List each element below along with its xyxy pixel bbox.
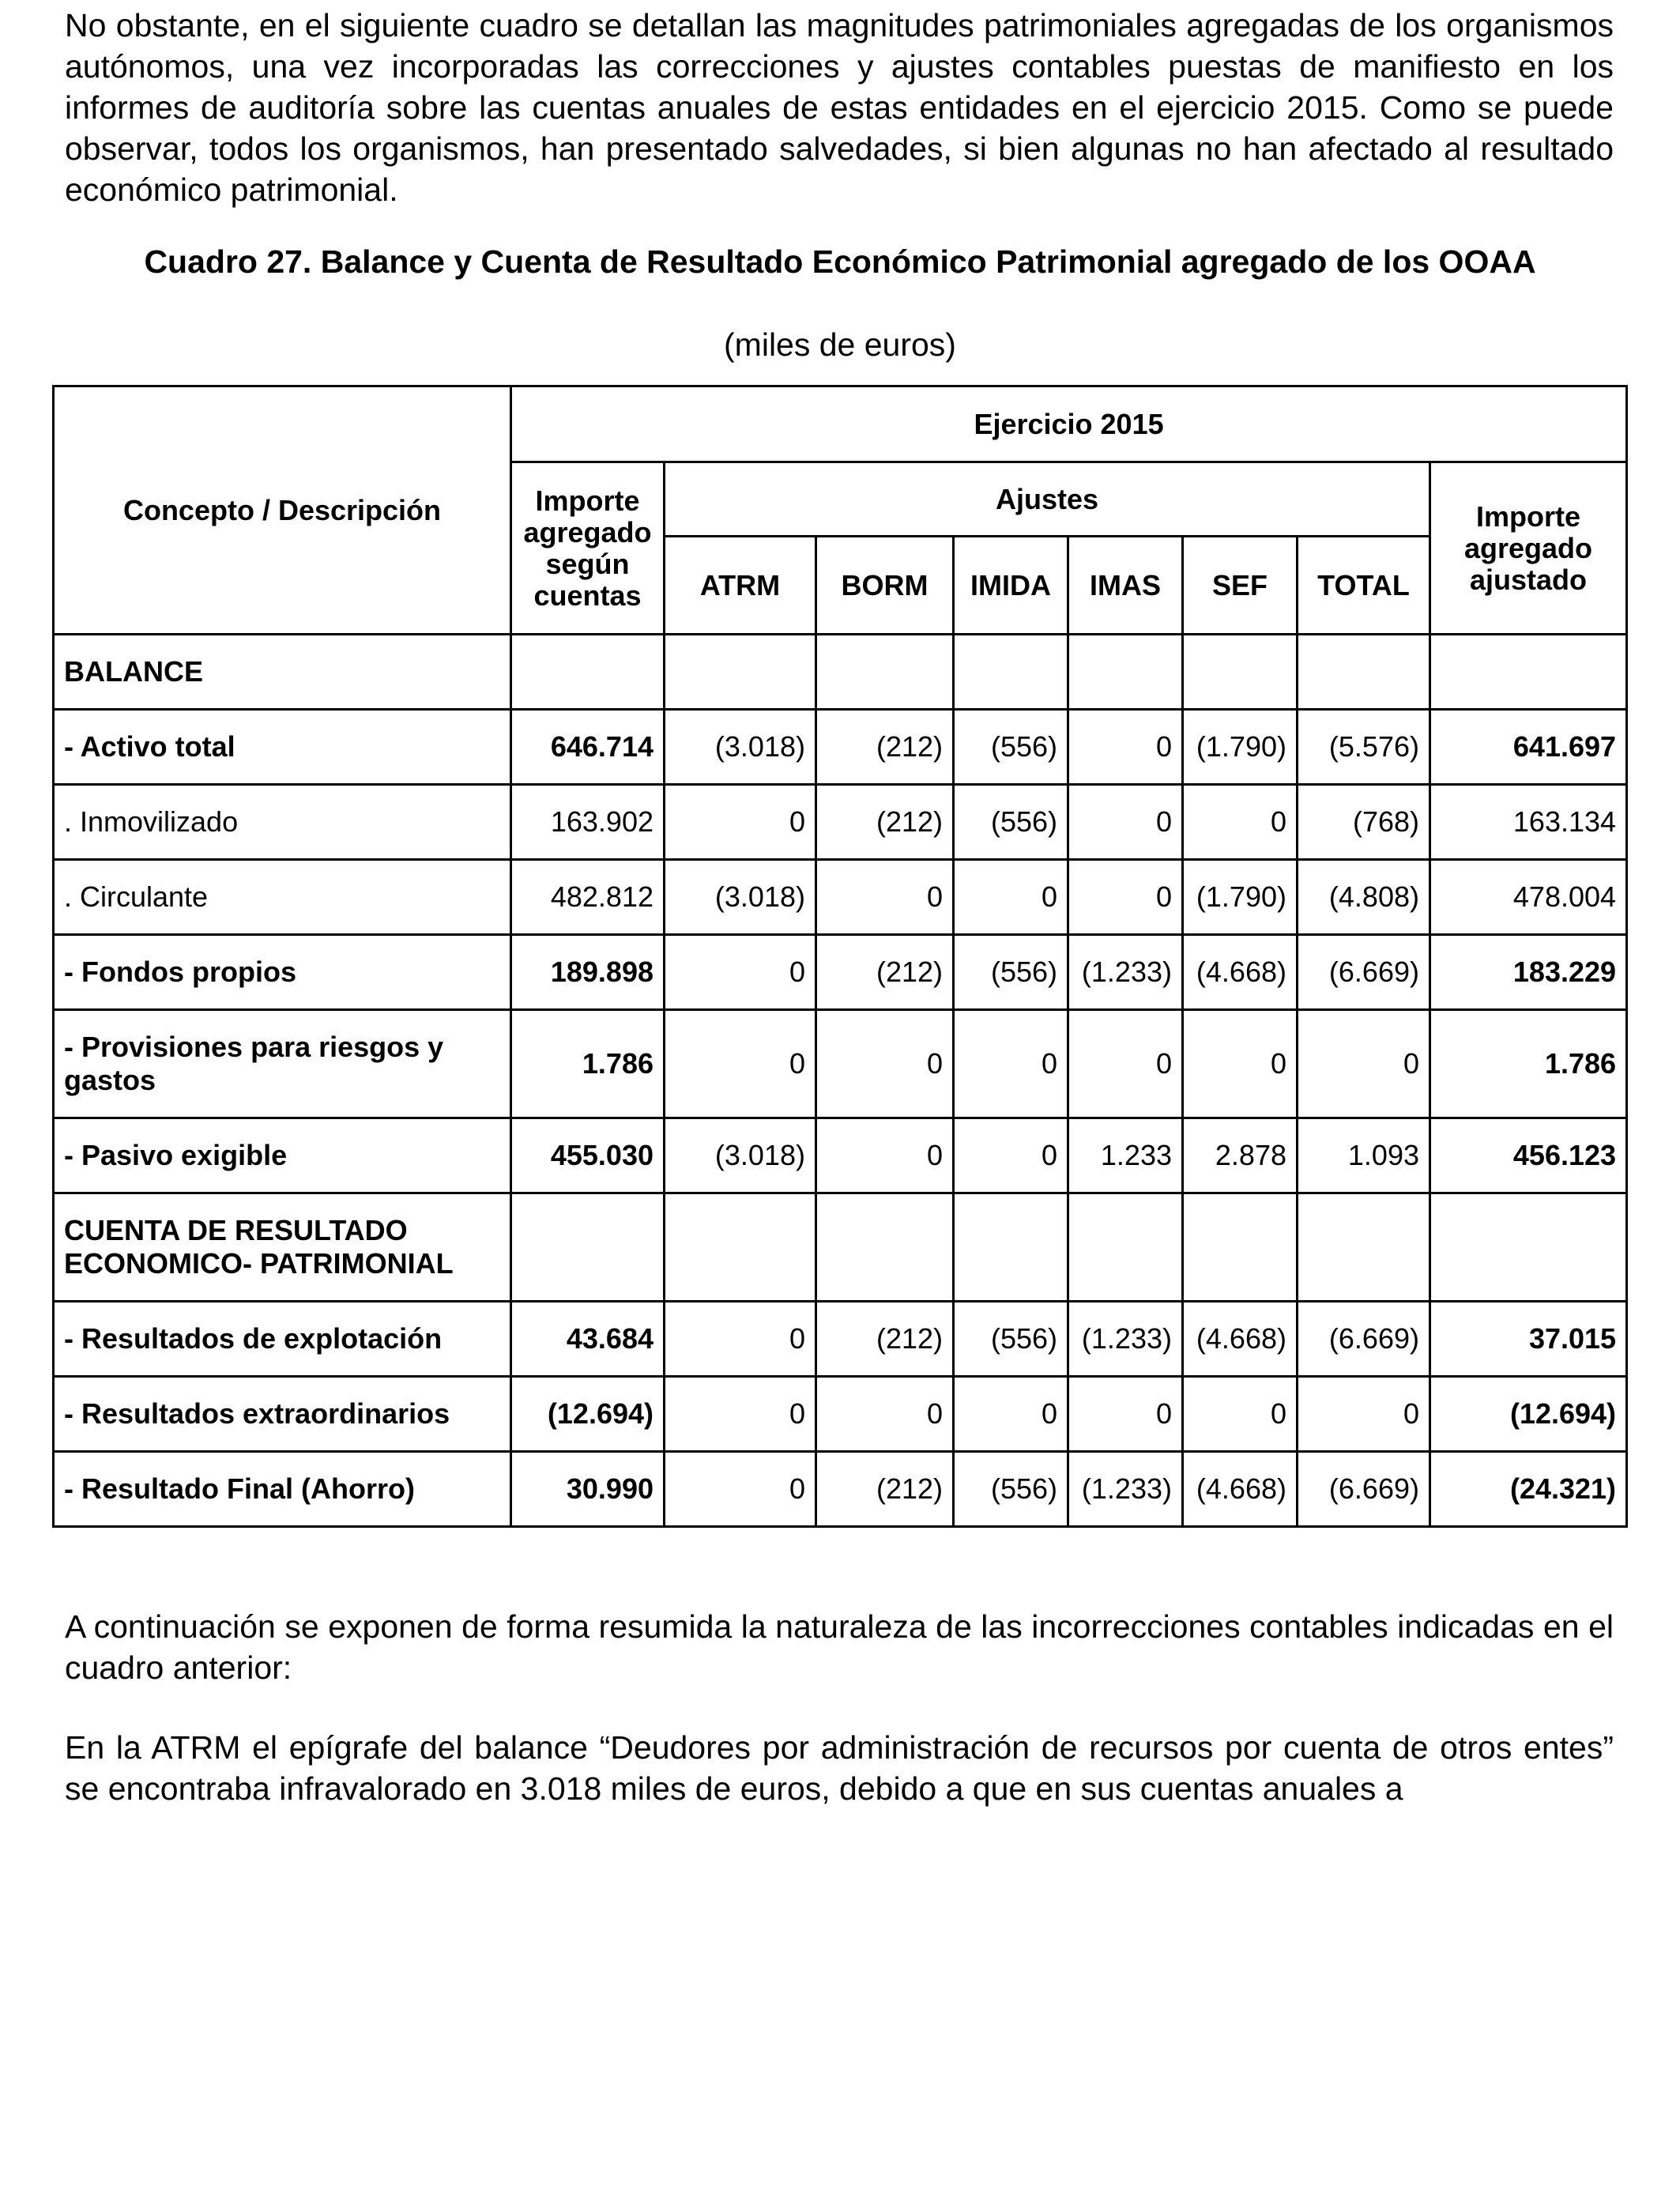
table-row	[54, 785, 1627, 860]
paragraph-summary: A continuación se exponen de forma resumida la naturaleza de las incorrecciones contables indicadas en el cuadro anterior:	[65, 1608, 1614, 1686]
cell-imida: (556)	[954, 1452, 1068, 1527]
cell-imida: 0	[954, 860, 1068, 935]
cell-borm: (212)	[816, 710, 954, 785]
header-col-total: TOTAL	[1298, 537, 1430, 635]
cell-imas: (1.233)	[1068, 935, 1183, 1010]
cell-importe-ajustado: 163.134	[1430, 785, 1627, 860]
cell-atrm: 0	[665, 785, 816, 860]
cell-importe-segun: 43.684	[511, 1302, 665, 1377]
header-col-imas: IMAS	[1068, 537, 1183, 635]
cell-atrm: (3.018)	[665, 1118, 816, 1193]
header-exercise: Ejercicio 2015	[511, 386, 1627, 462]
table-subtitle: (miles de euros)	[724, 326, 956, 363]
cell-total: (768)	[1298, 785, 1430, 860]
header-concept: Concepto / Descripción	[54, 386, 511, 635]
table-row	[54, 710, 1627, 785]
cell-total: (5.576)	[1298, 710, 1430, 785]
header-col-sef: SEF	[1183, 537, 1298, 635]
cell-importe-ajustado: (12.694)	[1430, 1377, 1627, 1452]
cell-importe-ajustado: 478.004	[1430, 860, 1627, 935]
cell-imida: 0	[954, 1377, 1068, 1452]
table-title: Cuadro 27. Balance y Cuenta de Resultado Económico Patrimonial agregado de los OOAA	[144, 243, 1536, 280]
row-concept: - Provisiones para riesgos y gastos	[54, 1010, 511, 1118]
row-concept: - Pasivo exigible	[54, 1118, 511, 1193]
cell-imas: 0	[1068, 785, 1183, 860]
table-row	[54, 1118, 1627, 1193]
row-concept: . Inmovilizado	[54, 785, 511, 860]
cell-imida: 0	[954, 1118, 1068, 1193]
cell-importe-segun: 482.812	[511, 860, 665, 935]
cell-total: 0	[1298, 1010, 1430, 1118]
header-col-borm: BORM	[816, 537, 954, 635]
header-importe-ajustado: Importe agregado ajustado	[1430, 462, 1627, 635]
cell-sef: (4.668)	[1183, 1302, 1298, 1377]
header-importe-segun: Importe agregado según cuentas	[511, 462, 665, 635]
cell-borm: 0	[816, 1118, 954, 1193]
row-concept: . Circulante	[54, 860, 511, 935]
cell-atrm: (3.018)	[665, 860, 816, 935]
cell-borm: (212)	[816, 935, 954, 1010]
cell-imida: (556)	[954, 785, 1068, 860]
section-row-balance	[54, 635, 1627, 710]
cell-atrm: 0	[665, 1302, 816, 1377]
cell-importe-segun: 646.714	[511, 710, 665, 785]
paragraph-atrm: En la ATRM el epígrafe del balance “Deudores por administración de recursos por cuenta de otros entes” se encontraba infravalorado en 3.018 miles de euros, debido a que en sus cuentas anuales a	[65, 1729, 1614, 1807]
cell-sef: 0	[1183, 1010, 1298, 1118]
header-col-imida: IMIDA	[954, 537, 1068, 635]
cell-importe-segun: 1.786	[511, 1010, 665, 1118]
section-row-cuenta	[54, 1193, 1627, 1302]
cell-total: (6.669)	[1298, 935, 1430, 1010]
cell-atrm: 0	[665, 935, 816, 1010]
cell-imas: 1.233	[1068, 1118, 1183, 1193]
intro-paragraph	[65, 5, 1614, 210]
cell-importe-ajustado: 456.123	[1430, 1118, 1627, 1193]
intro-paragraph-part1: No obstante, en el siguiente cuadro se detallan las magnitudes patrimoniales agregadas de los organismos autónomos, una vez incorporadas las correcciones y ajustes contables puestas de manifiesto en los informes de auditoría sobre las cuentas anuales de estas entidades en el ejercicio 2015	[65, 7, 1614, 126]
cell-sef: (4.668)	[1183, 1452, 1298, 1527]
cell-importe-segun: 163.902	[511, 785, 665, 860]
cell-borm: (212)	[816, 1452, 954, 1527]
cell-borm: 0	[816, 1377, 954, 1452]
section-cuenta-label: CUENTA DE RESULTADO ECONOMICO- PATRIMONIAL	[54, 1193, 511, 1302]
cell-atrm: 0	[665, 1452, 816, 1527]
header-row-1	[54, 386, 1627, 462]
cell-importe-ajustado: 183.229	[1430, 935, 1627, 1010]
cell-importe-ajustado: 1.786	[1430, 1010, 1627, 1118]
header-ajustes: Ajustes	[665, 462, 1430, 537]
cell-importe-ajustado: 37.015	[1430, 1302, 1627, 1377]
cell-imida: (556)	[954, 1302, 1068, 1377]
cell-imida: (556)	[954, 935, 1068, 1010]
cell-total: 1.093	[1298, 1118, 1430, 1193]
cell-total: (6.669)	[1298, 1302, 1430, 1377]
cell-sef: 0	[1183, 1377, 1298, 1452]
row-concept: - Resultado Final (Ahorro)	[54, 1452, 511, 1527]
cell-total: (4.808)	[1298, 860, 1430, 935]
row-concept: - Activo total	[54, 710, 511, 785]
cell-total: 0	[1298, 1377, 1430, 1452]
cell-importe-segun: 189.898	[511, 935, 665, 1010]
cell-borm: (212)	[816, 785, 954, 860]
cell-sef: 0	[1183, 785, 1298, 860]
cell-atrm: 0	[665, 1010, 816, 1118]
cell-importe-segun: 30.990	[511, 1452, 665, 1527]
cell-borm: 0	[816, 860, 954, 935]
row-concept: - Fondos propios	[54, 935, 511, 1010]
table-row	[54, 935, 1627, 1010]
cell-total: (6.669)	[1298, 1452, 1430, 1527]
cell-imas: 0	[1068, 860, 1183, 935]
cell-atrm: 0	[665, 1377, 816, 1452]
cell-imas: 0	[1068, 1377, 1183, 1452]
cell-atrm: (3.018)	[665, 710, 816, 785]
cell-imida: (556)	[954, 710, 1068, 785]
cell-importe-ajustado: 641.697	[1430, 710, 1627, 785]
cell-imas: 0	[1068, 1010, 1183, 1118]
header-col-atrm: ATRM	[665, 537, 816, 635]
intro-paragraph-dot: .	[1358, 89, 1368, 126]
cell-importe-segun: (12.694)	[511, 1377, 665, 1452]
cell-sef: (4.668)	[1183, 935, 1298, 1010]
cell-borm: 0	[816, 1010, 954, 1118]
cell-imida: 0	[954, 1010, 1068, 1118]
intro-paragraph-part2: Como se puede observar, todos los organismos, han presentado salvedades, si bien algunas no han afectado al resultado económico patrimonial.	[65, 89, 1614, 208]
row-concept: - Resultados de explotación	[54, 1302, 511, 1377]
cell-sef: 2.878	[1183, 1118, 1298, 1193]
table-row	[54, 1010, 1627, 1118]
cell-borm: (212)	[816, 1302, 954, 1377]
cell-importe-ajustado: (24.321)	[1430, 1452, 1627, 1527]
table-row	[54, 1452, 1627, 1527]
table-row	[54, 1377, 1627, 1452]
table-row	[54, 860, 1627, 935]
cell-imas: (1.233)	[1068, 1452, 1183, 1527]
cell-imas: 0	[1068, 710, 1183, 785]
balance-table	[52, 385, 1628, 1528]
table-row	[54, 1302, 1627, 1377]
section-balance-label: BALANCE	[54, 635, 511, 710]
cell-sef: (1.790)	[1183, 860, 1298, 935]
cell-sef: (1.790)	[1183, 710, 1298, 785]
cell-importe-segun: 455.030	[511, 1118, 665, 1193]
cell-imas: (1.233)	[1068, 1302, 1183, 1377]
row-concept: - Resultados extraordinarios	[54, 1377, 511, 1452]
